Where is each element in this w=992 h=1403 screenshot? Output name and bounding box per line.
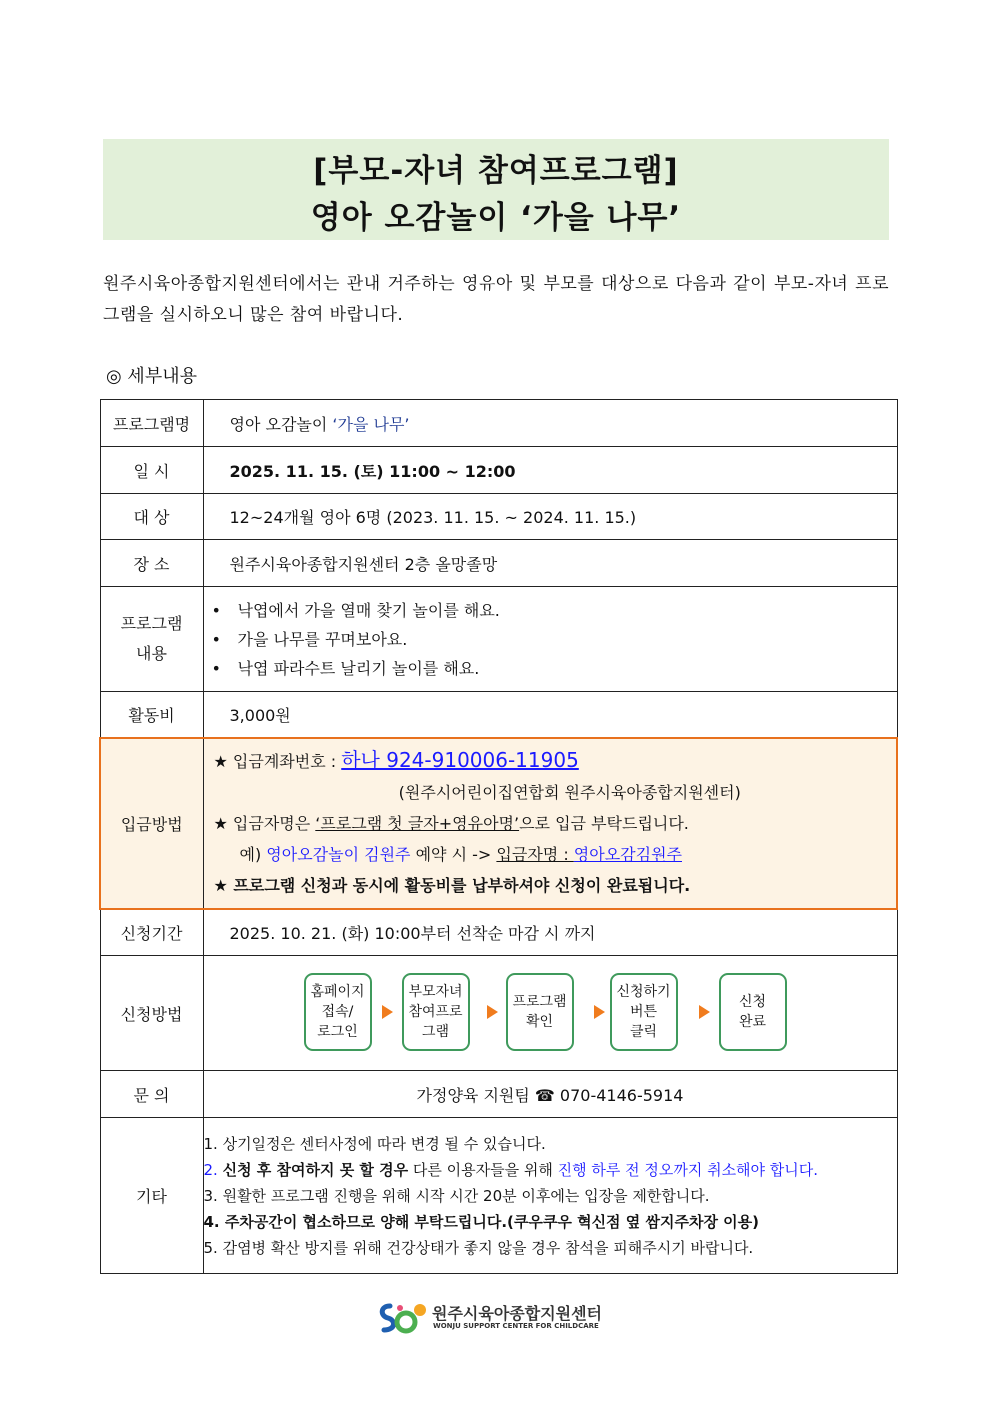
value-payment: [203, 738, 897, 909]
label-content-line1: 프로그램: [120, 614, 183, 633]
row-program-name: [100, 400, 897, 447]
row-payment: [100, 738, 897, 909]
label-program-name: 프로그램명: [100, 400, 203, 447]
program-name-text: 영아 오감놀이: [229, 414, 333, 434]
label-content: [100, 587, 203, 692]
section-heading: ◎ 세부내용: [106, 366, 197, 387]
list-item: 1. 상기일정은 센터사정에 따라 변경 될 수 있습니다.: [203, 1134, 546, 1153]
value-target: 12~24개월 영아 6명 (2023. 11. 15. ~ 2024. 11. 15.): [203, 494, 897, 540]
label-inquiry: 문 의: [100, 1071, 203, 1118]
title-line-1: [부모-자녀 참여프로그램]: [313, 153, 679, 189]
org-name: 원주시육아종합지원센터: [432, 1304, 603, 1323]
step-complete: 신청 완료: [719, 973, 787, 1051]
value-etc: [203, 1118, 897, 1274]
arrow-icon: [594, 1005, 605, 1019]
label-etc: 기타: [100, 1118, 203, 1274]
label-target: 대 상: [100, 494, 203, 540]
list-item: 2. 신청 후 참여하지 못 할 경우 다른 이용자들을 위해 진행 하루 전 정오까지 취소해야 합니다.: [203, 1160, 819, 1179]
value-content: [203, 587, 897, 692]
intro-paragraph: 원주시육아종합지원센터에서는 관내 거주하는 영유아 및 부모를 대상으로 다음과 같이 부모-자녀 프로그램을 실시하오니 많은 참여 바랍니다.: [103, 274, 889, 325]
row-content: [100, 587, 897, 692]
payment-notice: ★ 프로그램 신청과 동시에 활동비를 납부하셔야 신청이 완료됩니다.: [213, 876, 691, 895]
account-holder: (원주시어린이집연합회 원주시육아종합지원센터): [398, 783, 741, 802]
value-place: 원주시육아종합지원센터 2층 올망졸망: [203, 540, 897, 587]
details-table: [99, 399, 898, 1274]
label-place: 장 소: [100, 540, 203, 587]
value-method: [203, 956, 897, 1071]
value-fee: 3,000원: [203, 692, 897, 738]
title-banner: [103, 139, 889, 240]
row-target: [100, 494, 897, 540]
logo-mark-icon: [376, 1300, 428, 1336]
list-item: 4. 주차공간이 협소하므로 양해 부탁드립니다.(쿠우쿠우 혁신점 옆 쌈지주차장 이용): [203, 1212, 759, 1231]
program-name-highlight: ‘가을 나무’: [332, 414, 410, 434]
row-place: [100, 540, 897, 587]
list-item: • 낙엽에서 가을 열매 찾기 놀이를 해요.: [211, 600, 500, 620]
row-fee: [100, 692, 897, 738]
label-datetime: 일 시: [100, 447, 203, 494]
list-item: 5. 감염병 확산 방지를 위해 건강상태가 좋지 않을 경우 참석을 피해주시기 바랍니다.: [203, 1238, 754, 1257]
title-line-2: 영아 오감놀이 ‘가을 나무’: [310, 200, 682, 236]
row-period: [100, 909, 897, 956]
label-period: 신청기간: [100, 909, 203, 956]
step-click-apply: 신청하기 버튼 클릭: [610, 973, 678, 1051]
list-item: • 낙엽 파라수트 날리기 놀이를 해요.: [211, 658, 480, 678]
list-item: • 가을 나무를 꾸며보아요.: [211, 629, 408, 649]
label-content-line2: 내용: [136, 644, 167, 663]
label-payment: 입금방법: [100, 738, 203, 909]
value-program-name: [203, 400, 897, 447]
application-flow: [204, 956, 897, 1070]
account-line: ★ 입금계좌번호 : 하나 924-910006-11905: [213, 748, 579, 772]
arrow-icon: [382, 1005, 393, 1019]
value-period: 2025. 10. 21. (화) 10:00부터 선착순 마감 시 까지: [203, 909, 897, 956]
step-login: 홈페이지 접속/ 로그인: [304, 973, 372, 1051]
row-etc: [100, 1118, 897, 1274]
step-program-confirm: 프로그램 확인: [506, 973, 574, 1051]
value-datetime: 2025. 11. 15. (토) 11:00 ~ 12:00: [203, 447, 897, 494]
list-item: 3. 원활한 프로그램 진행을 위해 시작 시간 20분 이후에는 입장을 제한합니다.: [203, 1186, 710, 1205]
row-datetime: [100, 447, 897, 494]
value-inquiry: 가정양육 지원팀 ☎ 070-4146-5914: [203, 1071, 897, 1118]
step-program-select: 부모자녀 참여프로 그램: [402, 973, 470, 1051]
center-logo: [376, 1298, 603, 1338]
example-line: 예) 영아오감놀이 김원주 예약 시 -> 입금자명 : 영아오감김원주: [239, 845, 682, 864]
label-method: 신청방법: [100, 956, 203, 1071]
depositor-rule-line: ★ 입금자명은 ‘프로그램 첫 글자+영유아명’으로 입금 부탁드립니다.: [213, 814, 689, 833]
account-number: 하나 924-910006-11905: [341, 748, 579, 772]
row-method: [100, 956, 897, 1071]
label-fee: 활동비: [100, 692, 203, 738]
arrow-icon: [699, 1005, 710, 1019]
org-name-en: WONJU SUPPORT CENTER FOR CHILDCARE: [433, 1322, 599, 1330]
row-inquiry: [100, 1071, 897, 1118]
arrow-icon: [487, 1005, 498, 1019]
